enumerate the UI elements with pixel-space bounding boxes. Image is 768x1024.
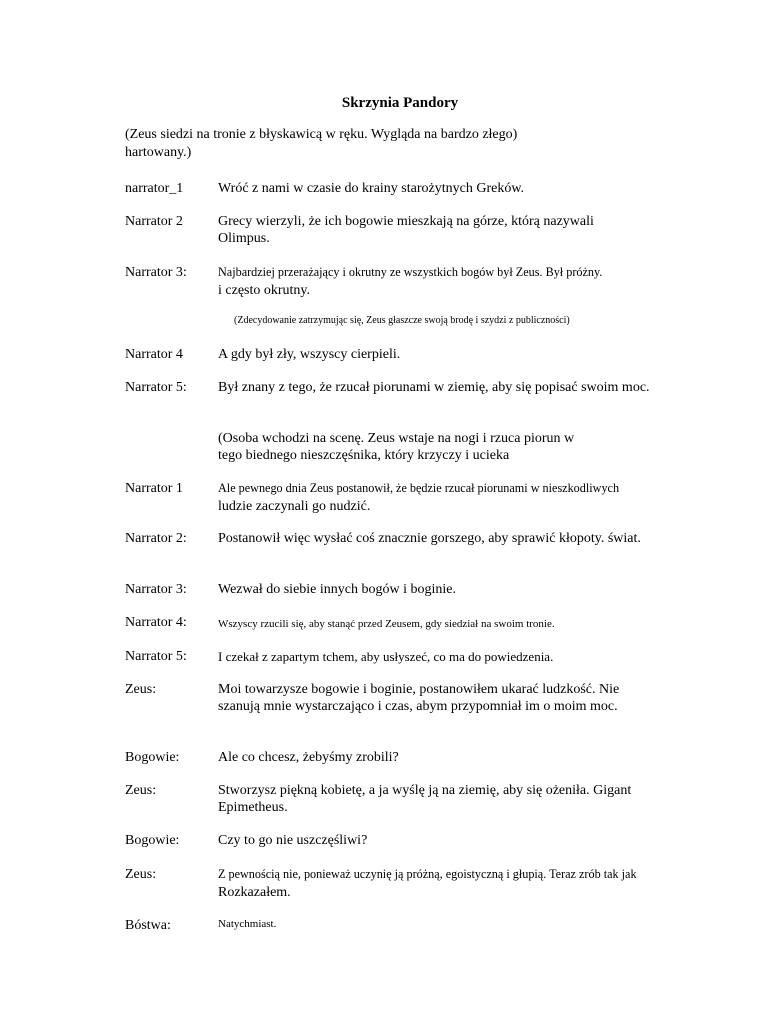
line-text-part: Z pewnością nie, ponieważ uczynię ją próżną, egoistyczną i głupią. Teraz zrób tak jak xyxy=(218,867,637,881)
line-text xyxy=(218,866,688,901)
line-text: A gdy był zły, wszyscy cierpieli. xyxy=(218,347,401,362)
line-text: Wróć z nami w czasie do krainy starożytnych Greków. xyxy=(218,181,525,196)
speaker-name: narrator_1 xyxy=(125,181,184,196)
speaker-name: Narrator 2 xyxy=(125,214,183,229)
speaker-name: Narrator 5: xyxy=(125,380,187,395)
speaker-name: Narrator 2: xyxy=(125,531,187,546)
line-text: Ale co chcesz, żebyśmy zrobili? xyxy=(218,750,399,765)
line-text-part: Rozkazałem. xyxy=(218,885,291,900)
line-text: Postanowił więc wysłać coś znacznie gorszego, aby sprawić kłopoty. świat. xyxy=(218,531,641,546)
speaker-name: Narrator 3: xyxy=(125,265,187,280)
speaker-name: Narrator 4: xyxy=(125,615,187,630)
line-text: Grecy wierzyli, że ich bogowie mieszkają na górze, którą nazywali Olimpus. xyxy=(218,214,594,246)
line-text-part: ludzie zaczynali go nudzić. xyxy=(218,499,371,514)
intro-stage-direction: (Zeus siedzi na tronie z błyskawicą w ręku. Wygląda na bardzo złego) hartowany.) xyxy=(125,127,518,160)
stage-direction: (Zdecydowanie zatrzymując się, Zeus głaszcze swoją brodę i szydzi z publiczności) xyxy=(234,315,570,326)
stage-direction: (Osoba wchodzi na scenę. Zeus wstaje na nogi i rzuca piorun w tego biednego nieszczęśnika, który krzyczy i ucieka xyxy=(218,431,575,463)
speaker-name: Narrator 1 xyxy=(125,481,183,496)
speaker-name: Narrator 5: xyxy=(125,649,187,664)
speaker-name: Zeus: xyxy=(125,783,157,798)
line-text: Był znany z tego, że rzucał piorunami w ziemię, aby się popisać swoim moc. xyxy=(218,380,650,395)
line-text xyxy=(218,480,688,515)
speaker-name: Bogowie: xyxy=(125,833,180,848)
speaker-name: Bóstwa: xyxy=(125,918,171,933)
line-text xyxy=(218,264,688,299)
speaker-name: Zeus: xyxy=(125,682,157,697)
speaker-name: Narrator 4 xyxy=(125,347,183,362)
line-text-part: Ale pewnego dnia Zeus postanowił, że będzie rzucał piorunami w nieszkodliwych xyxy=(218,481,620,495)
speaker-name: Bogowie: xyxy=(125,750,180,765)
line-text-part: i często okrutny. xyxy=(218,283,311,298)
line-text: I czekał z zapartym tchem, aby usłyszeć, co ma do powiedzenia. xyxy=(218,649,554,664)
line-text-part: Najbardziej przerażający i okrutny ze wszystkich bogów był Zeus. Był próżny. xyxy=(218,265,603,279)
speaker-name: Narrator 3: xyxy=(125,582,187,597)
line-text: Moi towarzysze bogowie i boginie, postanowiłem ukarać ludzkość. Nie szanują mnie wystarczająco i czas, abym przypomniał im o moim moc. xyxy=(218,682,620,714)
line-text: Wszyscy rzucili się, aby stanąć przed Zeusem, gdy siedział na swoim tronie. xyxy=(218,618,555,630)
line-text: Wezwał do siebie innych bogów i boginie. xyxy=(218,582,456,597)
line-text: Stworzysz piękną kobietę, a ja wyślę ją na ziemię, aby się ożeniła. Gigant Epimetheus. xyxy=(218,783,632,815)
line-text: Natychmiast. xyxy=(218,918,277,930)
line-text: Czy to go nie uszczęśliwi? xyxy=(218,833,368,848)
page-title: Skrzynia Pandory xyxy=(341,95,459,111)
speaker-name: Zeus: xyxy=(125,867,157,882)
